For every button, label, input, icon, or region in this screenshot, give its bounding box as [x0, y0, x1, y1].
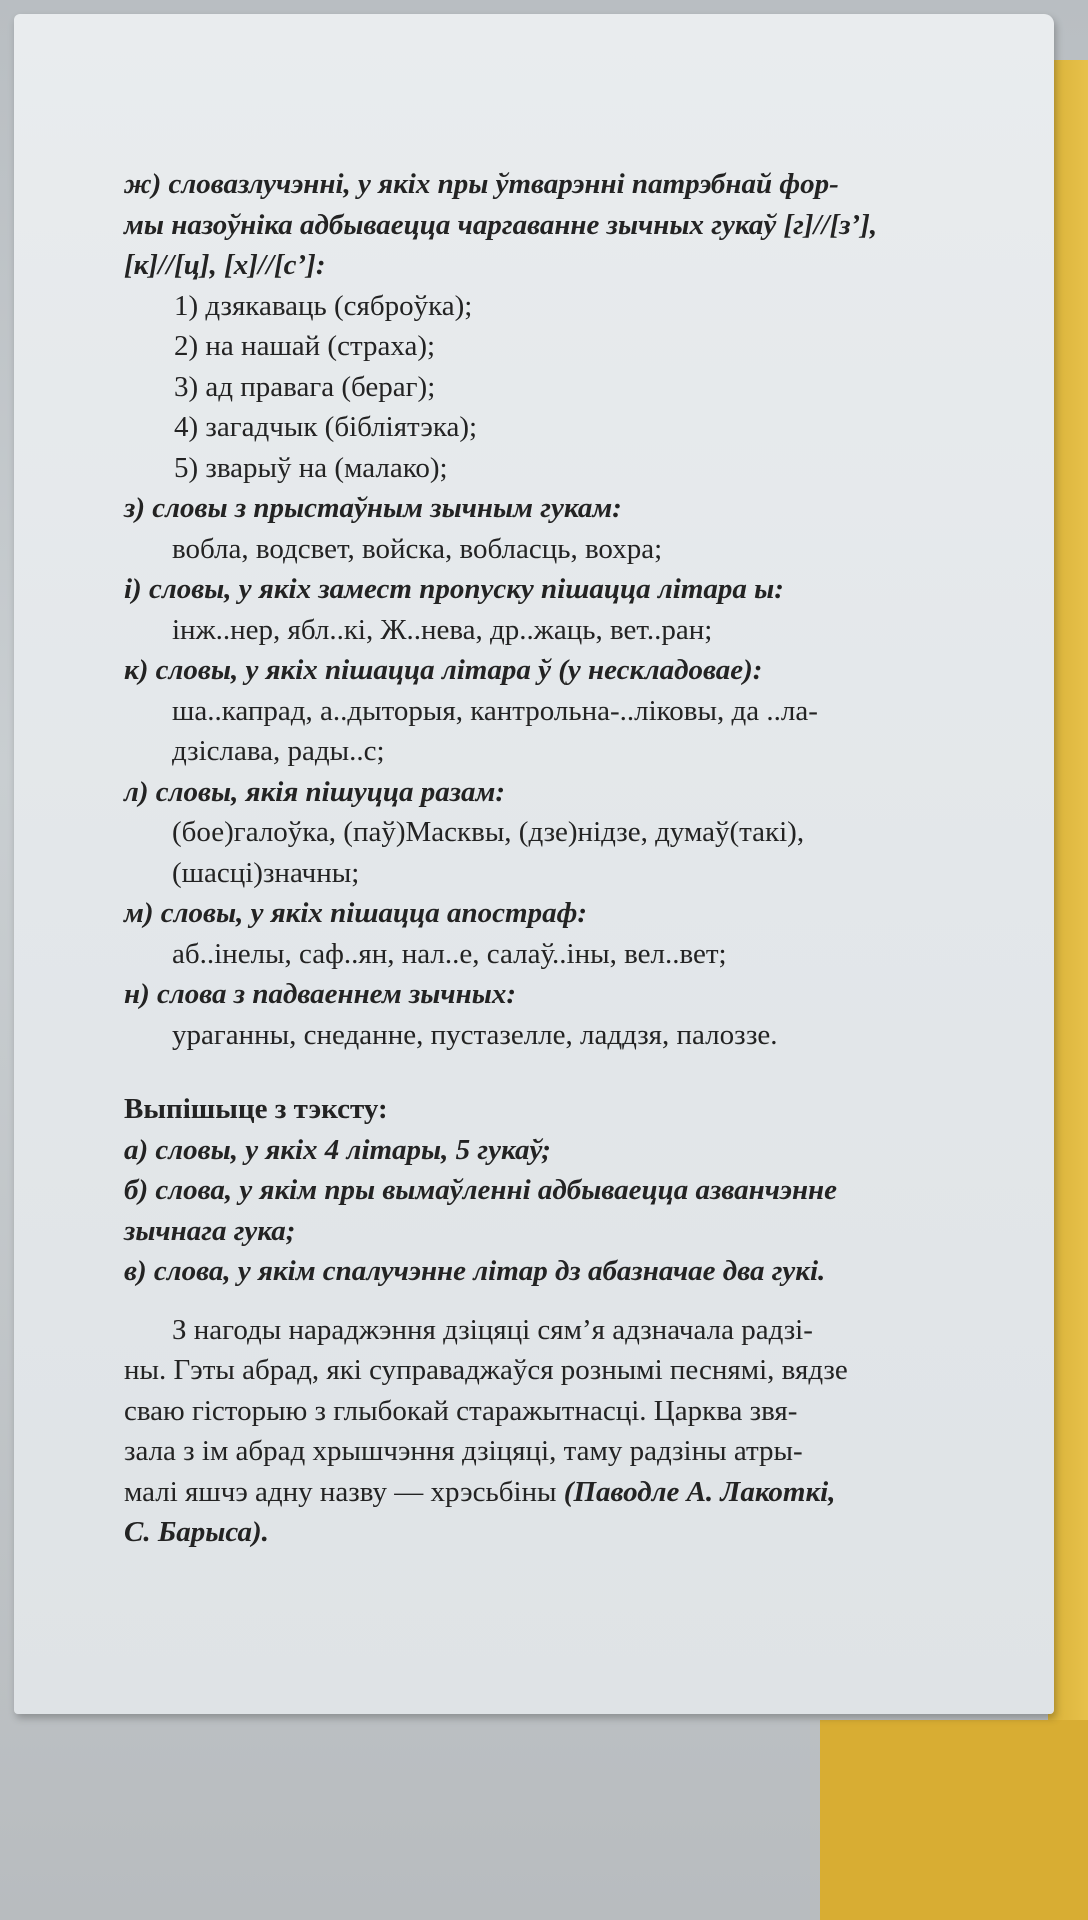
- exercise-item: б) слова, у якім пры вымаўленні адбываецца азванчэнне: [124, 1174, 838, 1206]
- task-heading: к) словы, у якіх пішацца літара ў (у нескладовае):: [124, 654, 763, 686]
- task-words: інж..нер, ябл..кі, Ж..нева, др..жаць, вет..ран;: [172, 613, 713, 646]
- text-source: С. Барыса).: [124, 1516, 269, 1548]
- list-item: 2) на нашай (страха);: [174, 330, 436, 362]
- text-passage: [124, 1310, 1004, 1553]
- exercise-item: зычнага гука;: [124, 1214, 296, 1247]
- task-zh-line-2: мы назоўніка адбываецца чаргаванне зычных гукаў [г]//[з’],: [124, 208, 878, 241]
- book-page: [14, 14, 1054, 1714]
- task-words: (бое)галоўка, (паў)Масквы, (дзе)нідзе, думаў(такі),: [172, 816, 805, 848]
- list-item: 1) дзякаваць (сяброўка);: [174, 289, 473, 322]
- text-line: ны. Гэты абрад, які суправаджаўся рознымі песнямі, вядзе: [124, 1354, 848, 1386]
- task-words: дзіслава, рады..с;: [172, 735, 385, 767]
- task-heading: і) словы, у якіх замест пропуску пішацца літара ы:: [124, 573, 784, 605]
- text-line: зала з ім абрад хрышчэння дзіцяці, таму радзіны атры-: [124, 1435, 803, 1467]
- task-l: [124, 772, 1004, 894]
- task-heading: м) словы, у якіх пішацца апостраф:: [124, 897, 588, 929]
- list-item: 5) зварыў на (малако);: [174, 451, 448, 484]
- page-content: [124, 164, 1004, 1553]
- task-zh-line-1: ж) словазлучэнні, у якіх пры ўтварэнні патрэбнай фор-: [124, 168, 839, 200]
- task-heading: з) словы з прыстаўным зычным гукам:: [124, 492, 622, 524]
- book-edge: [1048, 60, 1088, 1760]
- text-line: малі яшчэ адну назву — хрэсьбіны (Паводле А. Лакоткі,: [124, 1475, 836, 1508]
- list-item: 4) загадчык (бібліятэка);: [174, 411, 478, 443]
- text-line: сваю гісторыю з глыбокай старажытнасці. Царква звя-: [124, 1394, 798, 1427]
- task-zh: [124, 164, 1004, 488]
- task-words: ша..капрад, а..дыторыя, кантрольна-..ліковы, да ..ла-: [172, 694, 818, 727]
- exercise-item: а) словы, у якіх 4 літары, 5 гукаў;: [124, 1133, 551, 1166]
- task-k: [124, 650, 1004, 772]
- exercise-item: в) слова, у якім спалучэнне літар дз абазначае два гукі.: [124, 1255, 826, 1287]
- task-m: [124, 893, 1004, 974]
- book-cover-corner: [820, 1720, 1088, 1920]
- task-words: вобла, водсвет, войска, вобласць, вохра;: [172, 532, 663, 565]
- task-heading: н) слова з падваеннем зычных:: [124, 978, 516, 1010]
- task-n: [124, 974, 1004, 1055]
- list-item: 3) ад правага (бераг);: [174, 370, 436, 403]
- text-source: (Паводле А. Лакоткі,: [563, 1475, 836, 1508]
- task-heading: л) словы, якія пішуцца разам:: [124, 775, 506, 808]
- task-z: [124, 488, 1004, 569]
- exercise: [124, 1089, 1004, 1292]
- task-words: (шасці)значны;: [172, 856, 360, 889]
- task-zh-line-3: [к]//[ц], [х]//[с’]:: [124, 249, 326, 281]
- task-words: аб..інелы, саф..ян, нал..е, салаў..іны, вел..вет;: [172, 937, 727, 970]
- exercise-title: Выпішыце з тэксту:: [124, 1093, 388, 1125]
- task-i: [124, 569, 1004, 650]
- text-line: З нагоды нараджэння дзіцяці сям’я адзначала радзі-: [172, 1313, 813, 1346]
- task-words: ураганны, снеданне, пустазелле, ладдзя, палоззе.: [172, 1018, 778, 1051]
